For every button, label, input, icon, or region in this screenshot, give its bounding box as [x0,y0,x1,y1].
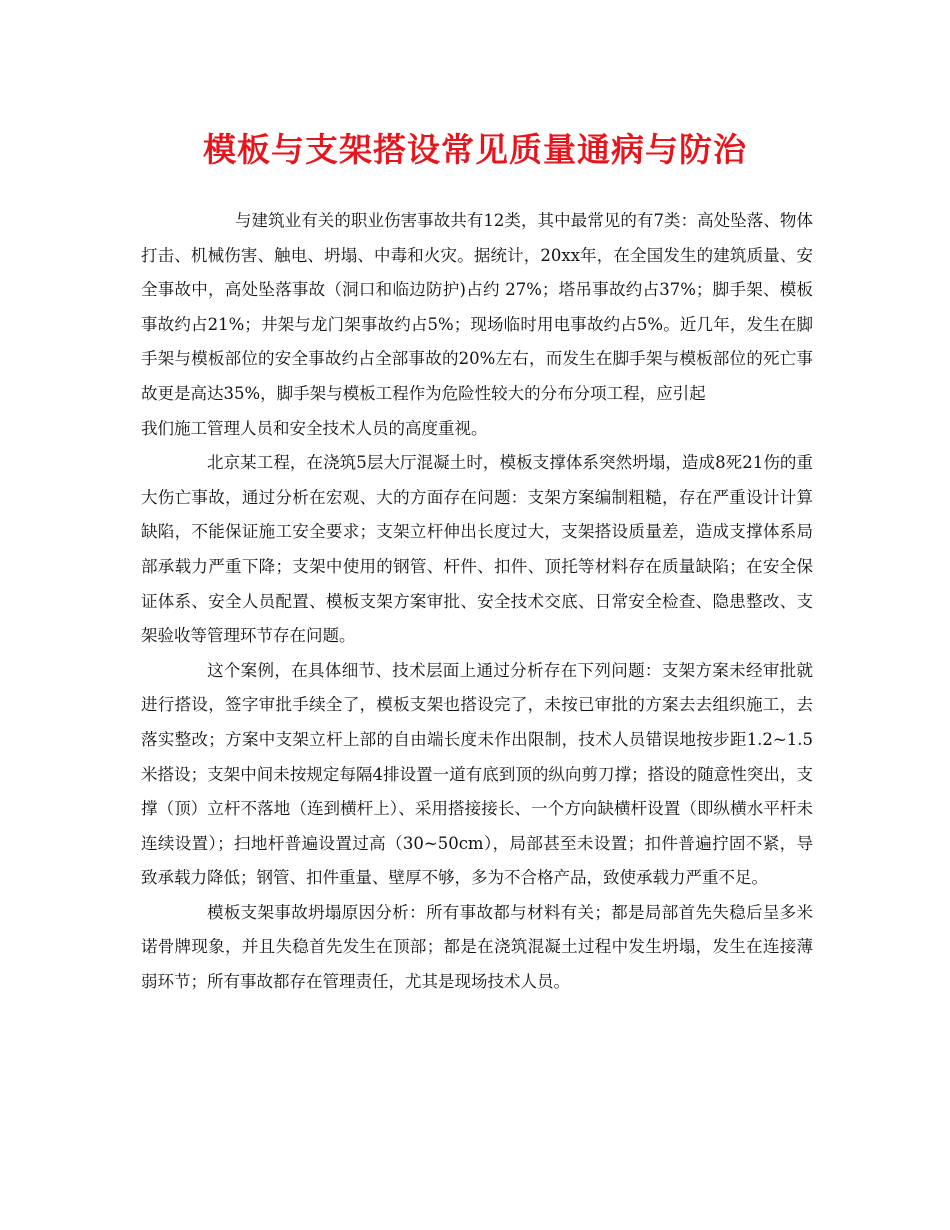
paragraph-beijing-case: 北京某工程，在浇筑5层大厅混凝土时，模板支撑体系突然坍塌，造成8死21伤的重大伤亡事故，通过分析在宏观、大的方面存在问题：支架方案编制粗糙，存在严重设计计算缺陷，不能保证施工安全要求；支架立杆伸出长度过大，支架搭设质量差，造成支撑体系局部承载力严重下降；支架中使用的钢管、杆件、扣件、顶托等材料存在质量缺陷；在安全保证体系、安全人员配置、模板支架方案审批、安全技术交底、日常安全检查、隐患整改、支架验收等管理环节存在问题。 [141,453,813,646]
document-title: 模板与支架搭设常见质量通病与防治 [203,130,747,169]
paragraph-collapse-analysis: 模板支架事故坍塌原因分析：所有事故都与材料有关；都是局部首先失稳后呈多米诺骨牌现象，并且失稳首先发生在顶部；都是在浇筑混凝土过程中发生坍塌，发生在连接薄弱环节；所有事故都存在管理责任，尤其是现场技术人员。 [141,902,813,992]
document-body [141,204,813,1000]
paragraph-case-details: 这个案例，在具体细节、技术层面上通过分析存在下列问题：支架方案未经审批就进行搭设，签字审批手续全了，模板支架也搭设完了，未按已审批的方案去去组织施工，去落实整改；方案中支架立杆上部的自由端长度未作出限制，技术人员错误地按步距1.2~1.5米搭设；支架中间未按规定每隔4排设置一道有底到顶的纵向剪刀撑；搭设的随意性突出，支撑（顶）立杆不落地（连到横杆上）、采用搭接接长、一个方向缺横杆设置（即纵横水平杆未连续设置）；扫地杆普遍设置过高（30~50cm），局部甚至未设置；扣件普遍拧固不紧，导致承载力降低；钢管、扣件重量、壁厚不够，多为不合格产品，致使承载力严重不足。 [141,660,813,888]
paragraph-intro-continued: 我们施工管理人员和安全技术人员的高度重视。 [141,418,488,438]
paragraph-intro: 与建筑业有关的职业伤害事故共有12类，其中最常见的有7类：高处坠落、物体打击、机械伤害、触电、坍塌、中毒和火灾。据统计，20xx年，在全国发生的建筑质量、安全事故中，高处坠落事故（洞口和临边防护)占约 27%；塔吊事故约占37%；脚手架、模板事故约占21%；井架与龙门架事故约占5%；现场临时用电事故约占5%。近几年，发生在脚手架与模板部位的安全事故约占全部事故的20%左右，而发生在脚手架与模板部位的死亡事故更是高达35%，脚手架与模板工程作为危险性较大的分布分项工程，应引起 [141,211,813,403]
